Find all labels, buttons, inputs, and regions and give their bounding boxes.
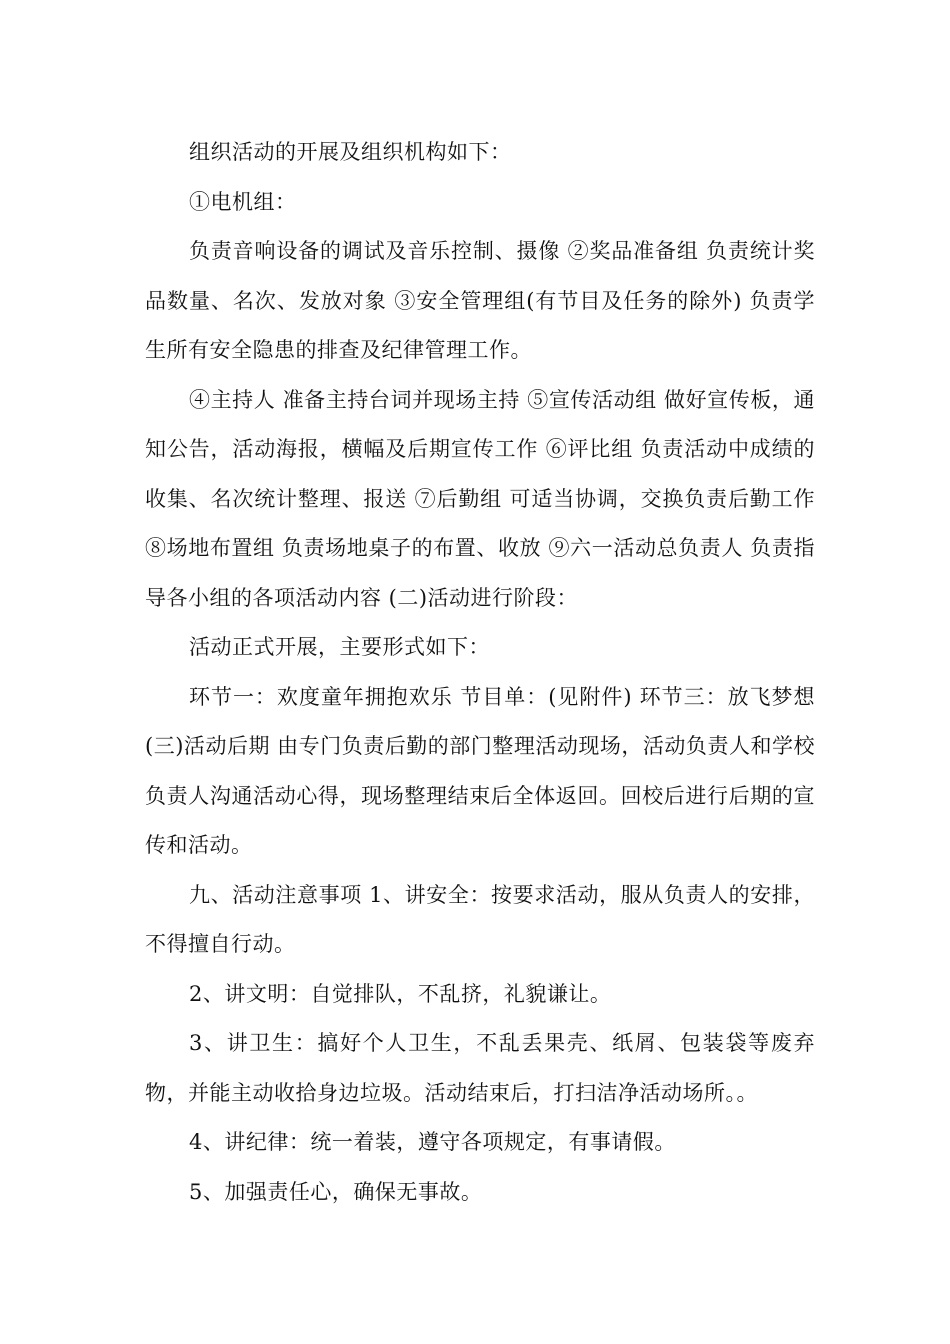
paragraph-notice-civility: 2、讲文明：自觉排队，不乱挤，礼貌谦让。 xyxy=(189,981,612,1006)
paragraph-activity-start: 活动正式开展，主要形式如下： xyxy=(189,635,490,659)
paragraph-electrical-group: ①电机组： xyxy=(189,189,297,214)
document-body xyxy=(145,128,815,1217)
paragraph-notice-responsibility: 5、加强责任心，确保无事故。 xyxy=(189,1179,483,1204)
paragraph-group-duties-2: ④主持人 准备主持台词并现场主持 ⑤宣传活动组 做好宣传板，通知公告，活动海报，横幅及后期宣传工作 ⑥评比组 负责活动中成绩的收集、名次统计整理、报送 ⑦后勤组 可适当协调，交换负责后勤工作 ⑧场地布置组 负责场地桌子的布置、收放 ⑨六一活动总负责人 负责指导各小组的各项活动内容 (二)活动进行阶段： xyxy=(145,387,815,610)
paragraph-notice-safety: 九、活动注意事项 1、讲安全：按要求活动，服从负责人的安排，不得擅自行动。 xyxy=(145,882,815,956)
paragraph-group-duties-1: 负责音响设备的调试及音乐控制、摄像 ②奖品准备组 负责统计奖品数量、名次、发放对象 ③安全管理组(有节目及任务的除外) 负责学生所有安全隐患的排查及纪律管理工作。 xyxy=(145,239,815,362)
paragraph-notice-hygiene: 3、讲卫生：搞好个人卫生，不乱丢果壳、纸屑、包装袋等废弃物，并能主动收拾身边垃圾。活动结束后，打扫洁净活动场所。。 xyxy=(145,1031,815,1105)
paragraph-organization-intro: 组织活动的开展及组织机构如下： xyxy=(189,140,512,164)
paragraph-notice-discipline: 4、讲纪律：统一着装，遵守各项规定，有事请假。 xyxy=(189,1130,676,1154)
paragraph-activity-stages: 环节一：欢度童年拥抱欢乐 节目单：(见附件) 环节三：放飞梦想 (三)活动后期 由专门负责后勤的部门整理活动现场，活动负责人和学校负责人沟通活动心得，现场整理结束后全体返回。回校后进行后期的宣传和活动。 xyxy=(145,684,815,857)
